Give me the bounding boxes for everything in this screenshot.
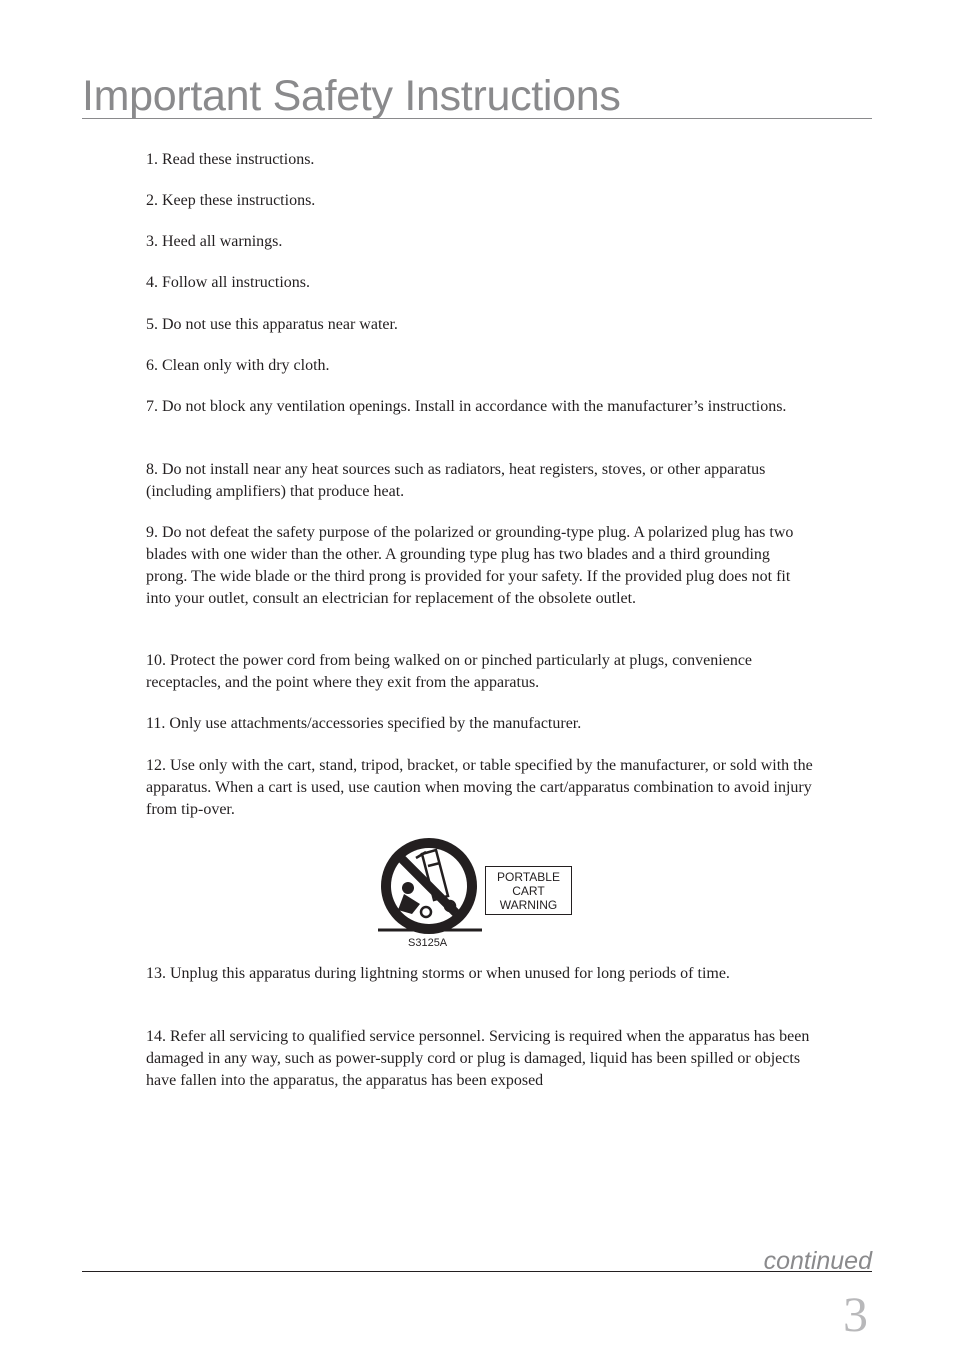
instruction-2: 2. Keep these instructions. — [146, 192, 316, 209]
instruction-7: 7. Do not block any ventilation openings. Install in accordance with the manufacturer’s instructions. — [146, 398, 787, 415]
instruction-3: 3. Heed all warnings. — [146, 233, 283, 250]
warning-line-2: CART — [512, 883, 545, 898]
cart-tipover-icon — [378, 836, 482, 936]
instruction-8: 8. Do not install near any heat sources such as radiators, heat registers, stoves, or other apparatus (including amplifiers) that produce heat. — [146, 461, 766, 500]
instruction-1: 1. Read these instructions. — [146, 151, 315, 168]
footer-divider — [82, 1271, 872, 1272]
instruction-9: 9. Do not defeat the safety purpose of the polarized or grounding-type plug. A polarized plug has two blades with one wider than the other. A grounding type plug has two blades and a third grounding prong. The wide blade or the third prong is provided for your safety. If the provided plug does not fit into your outlet, consult an electrician for replacement of the obsolete outlet. — [146, 524, 794, 607]
instruction-4: 4. Follow all instructions. — [146, 274, 310, 291]
instruction-12: 12. Use only with the cart, stand, tripod, bracket, or table specified by the manufacturer, or sold with the apparatus. When a cart is used, use caution when moving the cart/apparatus combination to avoid injury from tip-over. — [146, 757, 813, 818]
instruction-10: 10. Protect the power cord from being walked on or pinched particularly at plugs, convenience receptacles, and the point where they exit from the apparatus. — [146, 652, 753, 691]
instruction-6: 6. Clean only with dry cloth. — [146, 357, 330, 374]
warning-line-3: WARNING — [499, 897, 558, 912]
instruction-13: 13. Unplug this apparatus during lightning storms or when unused for long periods of time. — [146, 965, 730, 982]
instruction-11: 11. Only use attachments/accessories specified by the manufacturer. — [146, 715, 582, 732]
portable-cart-warning-label — [485, 866, 572, 915]
page-number: 3 — [843, 1286, 868, 1342]
continued-label: continued — [763, 1247, 872, 1275]
portable-cart-warning-figure — [378, 836, 578, 956]
title-divider — [82, 118, 872, 119]
page-title: Important Safety Instructions — [82, 72, 621, 120]
warning-line-1: PORTABLE — [497, 869, 560, 884]
symbol-code: S3125A — [408, 937, 448, 949]
instruction-14: 14. Refer all servicing to qualified service personnel. Servicing is required when the apparatus has been damaged in any way, such as power-supply cord or plug is damaged, liquid has been spilled or objects have fallen into the apparatus, the apparatus has been exposed — [146, 1028, 810, 1089]
instruction-5: 5. Do not use this apparatus near water. — [146, 316, 398, 333]
